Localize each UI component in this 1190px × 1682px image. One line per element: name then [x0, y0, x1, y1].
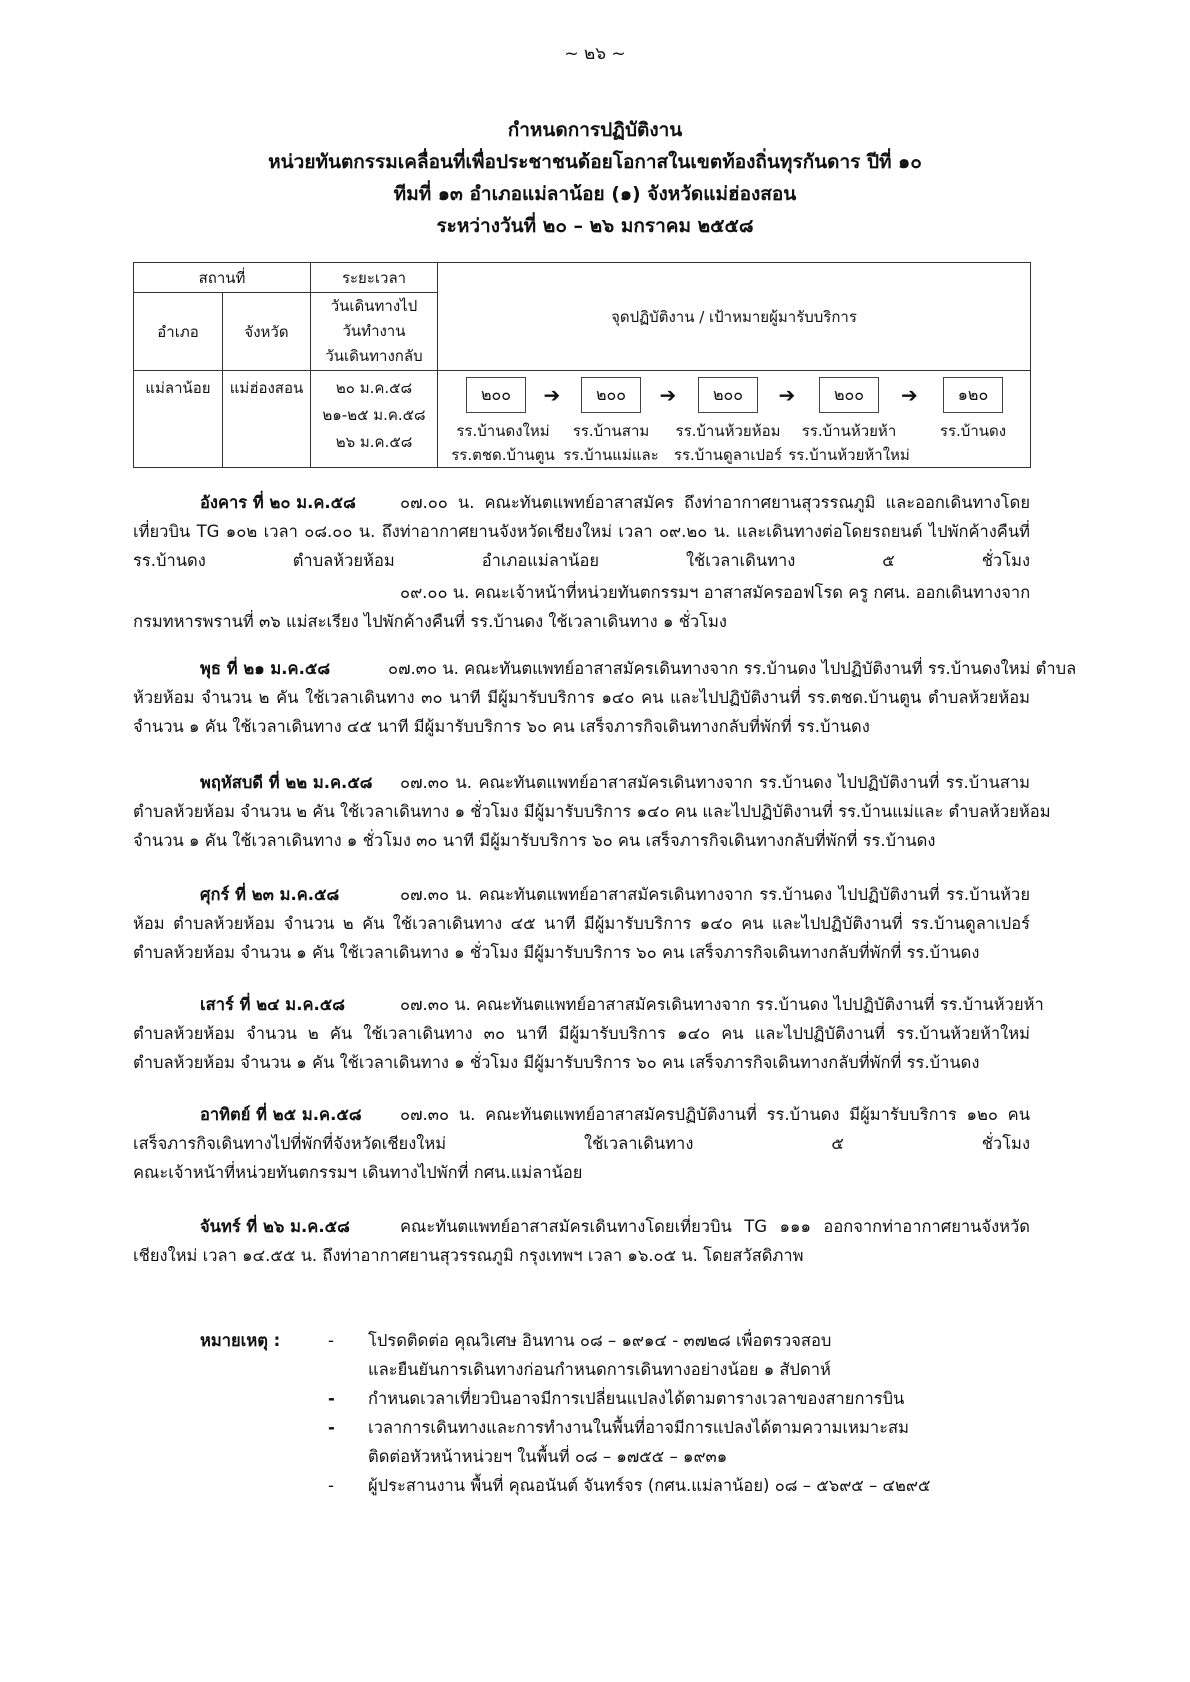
note-line: กำหนดเวลาเที่ยวบินอาจมีการเปลี่ยนแปลงได้ตามตารางเวลาของสายการบิน — [368, 1389, 905, 1408]
school-name: รร.บ้านห้วยห้าใหม่ — [788, 446, 910, 464]
schedule-text: ๐๗.๓๐ น. คณะทันตแพทย์อาสาสมัครปฏิบัติงานที่ รร.บ้านดง มีผู้มารับบริการ ๑๒๐ คน — [400, 1105, 1030, 1124]
header-points: จุดปฏิบัติงาน / เป้าหมายผู้มารับบริการ — [438, 263, 1031, 371]
schedule-line: ห้อม ตำบลห้วยห้อม จำนวน ๒ คัน ใช้เวลาเดินทาง ๔๕ นาที มีผู้มารับบริการ ๑๔๐ คน และไปปฏิบัติงานที่ รร.บ้านดูลาเปอร์ — [133, 914, 1030, 933]
note-line: เวลาการเดินทางและการทำงานในพื้นที่อาจมีการแปลงได้ตามความเหมาะสม — [368, 1418, 909, 1437]
arrow-right-icon: ➔ — [659, 383, 677, 407]
day-label: ศุกร์ ที่ ๒๓ ม.ค.๕๘ — [200, 885, 340, 904]
day-schedule — [133, 654, 1077, 741]
note-dash: - — [328, 1418, 335, 1437]
header-dates — [311, 293, 438, 371]
day-schedule — [133, 488, 1030, 636]
day-label: พฤหัสบดี ที่ ๒๒ ม.ค.๕๘ — [200, 773, 373, 792]
day-schedule — [133, 990, 1044, 1077]
schedule-line: เที่ยวบิน TG ๑๐๒ เวลา ๐๘.๐๐ น. ถึงท่าอากาศยานจังหวัดเชียงใหม่ เวลา ๐๙.๒๐ น. และเดินทางต่อโดยรถยนต์ ไปพักค้างคืนที่ — [133, 522, 1030, 541]
note-line: ผู้ประสานงาน พื้นที่ คุณอนันต์ จันทร์จร (กศน.แม่ลาน้อย) ๐๘ – ๕๖๙๕ – ๔๒๙๕ — [368, 1476, 931, 1495]
school-name: รร.บ้านดง — [939, 422, 1007, 440]
title-line: หน่วยทันตกรรมเคลื่อนที่เพื่อประชาชนด้อยโอกาสในเขตท้องถิ่นทุรกันดาร ปีที่ ๑๐ — [268, 151, 922, 173]
note-item — [200, 1384, 930, 1413]
day-schedule — [133, 1100, 1030, 1187]
schedule-text: ๐๗.๓๐ น. คณะทันตแพทย์อาสาสมัครเดินทางจาก รร.บ้านดง ไปปฏิบัติงานที่ รร.บ้านดงใหม่ ตำบล — [388, 659, 1077, 678]
schedule-line: เชียงใหม่ เวลา ๑๔.๕๕ น. ถึงท่าอากาศยานสุวรรณภูมิ กรุงเทพฯ เวลา ๑๖.๐๕ น. โดยสวัสดิภาพ — [133, 1246, 804, 1265]
note-line: และยืนยันการเดินทางก่อนกำหนดการเดินทางอย่างน้อย ๑ สัปดาห์ — [368, 1360, 831, 1379]
header-date-return: วันเดินทางกลับ — [325, 347, 423, 365]
school-label — [908, 419, 1038, 443]
school-name: รร.บ้านดูลาเปอร์ — [673, 446, 783, 464]
target-count-box: ๒๐๐ — [466, 377, 526, 413]
header-date-go: วันเดินทางไป — [330, 297, 418, 315]
title-line: ระหว่างวันที่ ๒๐ – ๒๖ มกราคม ๒๕๕๘ — [436, 215, 754, 237]
date-work: ๒๑-๒๕ ม.ค.๕๘ — [322, 406, 426, 424]
schedule-line: กรมทหารพรานที่ ๓๖ แม่สะเรียง ไปพักค้างคืนที่ รร.บ้านดง ใช้เวลาเดินทาง ๑ ชั่วโมง — [133, 612, 727, 631]
schedule-text: ๐๗.๓๐ น. คณะทันตแพทย์อาสาสมัครเดินทางจาก รร.บ้านดง ไปปฏิบัติงานที่ รร.บ้านสาม — [400, 773, 1030, 792]
header-province: จังหวัด — [223, 293, 311, 371]
school-label — [784, 419, 914, 467]
day-label: จันทร์ ที่ ๒๖ ม.ค.๕๘ — [200, 1217, 350, 1236]
day-schedule — [133, 1212, 1030, 1270]
notes-label: หมายเหตุ : — [200, 1331, 281, 1350]
district-cell: แม่ลาน้อย — [134, 371, 223, 468]
schedule-line: ตำบลห้วยห้อม จำนวน ๒ คัน ใช้เวลาเดินทาง ๑ ชั่วโมง มีผู้มารับบริการ ๑๔๐ คน และไปปฏิบัติงานที่ รร.บ้านแม่และ ตำบลห้วยห้อม — [133, 802, 1051, 821]
note-dash: - — [328, 1389, 335, 1408]
schedule-line: รร.บ้านดง ตำบลห้วยห้อม อำเภอแม่ลาน้อย ใช้เวลาเดินทาง ๕ ชั่วโมง — [133, 551, 1030, 570]
note-line: ติดต่อหัวหน้าหน่วยฯ ในพื้นที่ ๐๘ – ๑๗๕๕ – ๑๙๓๑ — [368, 1447, 728, 1466]
arrow-right-icon: ➔ — [901, 383, 918, 407]
note-line: โปรดติดต่อ คุณวิเศษ อินทาน ๐๘ – ๑๙๑๔ - ๓๗๒๘ เพื่อตรวจสอบ — [368, 1331, 832, 1350]
school-label — [663, 419, 793, 467]
note-item — [200, 1471, 930, 1500]
schedule-text: ๐๗.๓๐ น. คณะทันตแพทย์อาสาสมัครเดินทางจาก รร.บ้านดง ไปปฏิบัติงานที่ รร.บ้านห้วย — [400, 885, 1030, 904]
date-go: ๒๐ ม.ค.๕๘ — [335, 379, 413, 397]
school-name: รร.บ้านแม่และ — [563, 446, 659, 464]
school-name: รร.บ้านห้วยห้อม — [675, 422, 781, 440]
school-name: รร.ตชด.บ้านตูน — [451, 446, 555, 464]
schedule-line: ตำบลห้วยห้อม จำนวน ๑ คัน ใช้เวลาเดินทาง ๑ ชั่วโมง มีผู้มารับบริการ ๖๐ คน เสร็จภารกิจเดินทางกลับที่พักที่ รร.บ้านดง — [133, 1053, 980, 1072]
header-place: สถานที่ — [134, 263, 311, 293]
target-count-box: ๒๐๐ — [698, 377, 758, 413]
schedule-text: ๐๗.๓๐ น. คณะทันตแพทย์อาสาสมัครเดินทางจาก รร.บ้านดง ไปปฏิบัติงานที่ รร.บ้านห้วยห้า — [400, 995, 1044, 1014]
note-dash: - — [328, 1331, 334, 1350]
note-item — [200, 1326, 930, 1384]
arrow-right-icon: ➔ — [778, 383, 796, 407]
schedule-text: ๐๗.๐๐ น. คณะทันตแพทย์อาสาสมัคร ถึงท่าอากาศยานสุวรรณภูมิ และออกเดินทางโดย — [400, 493, 1030, 512]
header-district: อำเภอ — [134, 293, 223, 371]
schedule-line: จำนวน ๑ คัน ใช้เวลาเดินทาง ๔๕ นาที มีผู้มารับบริการ ๖๐ คน เสร็จภารกิจเดินทางกลับที่พักที่ รร.บ้านดง — [133, 717, 870, 736]
school-name: รร.บ้านสาม — [572, 422, 650, 440]
province-cell: แม่ฮ่องสอน — [223, 371, 311, 468]
day-schedule — [133, 768, 1051, 855]
header-date-work: วันทำงาน — [342, 322, 406, 340]
day-label: เสาร์ ที่ ๒๔ ม.ค.๕๘ — [200, 995, 345, 1014]
school-name: รร.บ้านห้วยห้า — [801, 422, 897, 440]
target-count-box: ๑๒๐ — [943, 377, 1003, 413]
day-label: พุธ ที่ ๒๑ ม.ค.๕๘ — [200, 659, 331, 678]
date-return: ๒๖ ม.ค.๕๘ — [335, 433, 413, 451]
document-title — [0, 114, 1190, 242]
schedule-subline: ๐๙.๐๐ น. คณะเจ้าหน้าที่หน่วยทันตกรรมฯ อาสาสมัครออฟโรด ครู กศน. ออกเดินทางจาก — [400, 583, 1031, 602]
schedule-table — [133, 262, 1031, 468]
service-flow — [438, 371, 1030, 467]
flow-cell — [438, 371, 1031, 468]
day-label: อาทิตย์ ที่ ๒๕ ม.ค.๕๘ — [200, 1105, 362, 1124]
page-number: ~ ๒๖ ~ — [564, 44, 626, 64]
note-item — [200, 1413, 930, 1471]
notes-section — [200, 1326, 930, 1500]
header-period: ระยะเวลา — [311, 263, 438, 293]
day-label: อังคาร ที่ ๒๐ ม.ค.๕๘ — [200, 493, 356, 512]
target-count-box: ๒๐๐ — [819, 377, 879, 413]
schedule-line: ห้วยห้อม จำนวน ๒ คัน ใช้เวลาเดินทาง ๓๐ นาที มีผู้มารับบริการ ๑๔๐ คน และไปปฏิบัติงานที่ รร.ตชด.บ้านตูน ตำบลห้วยห้อม — [133, 688, 1030, 707]
schedule-line: ตำบลห้วยห้อม จำนวน ๒ คัน ใช้เวลาเดินทาง ๓๐ นาที มีผู้มารับบริการ ๑๔๐ คน และไปปฏิบัติงานที่ รร.บ้านห้วยห้าใหม่ — [133, 1024, 1030, 1043]
schedule-line: เสร็จภารกิจเดินทางไปที่พักที่จังหวัดเชียงใหม่ ใช้เวลาเดินทาง ๕ ชั่วโมง — [133, 1134, 1030, 1153]
arrow-right-icon: ➔ — [543, 383, 561, 407]
school-name: รร.บ้านดงใหม่ — [456, 422, 550, 440]
schedule-text: คณะทันตแพทย์อาสาสมัครเดินทางโดยเที่ยวบิน TG ๑๑๑ ออกจากท่าอากาศยานจังหวัด — [400, 1217, 1030, 1236]
schedule-line: จำนวน ๑ คัน ใช้เวลาเดินทาง ๑ ชั่วโมง ๓๐ นาที มีผู้มารับบริการ ๖๐ คน เสร็จภารกิจเดินทางกลับที่พักที่ รร.บ้านดง — [133, 831, 936, 850]
day-schedule — [133, 880, 1030, 967]
school-label — [546, 419, 676, 467]
title-line: กำหนดการปฏิบัติงาน — [507, 119, 683, 141]
target-count-box: ๒๐๐ — [581, 377, 641, 413]
schedule-line: ตำบลห้วยห้อม จำนวน ๑ คัน ใช้เวลาเดินทาง ๑ ชั่วโมง มีผู้มารับบริการ ๖๐ คน เสร็จภารกิจเดินทางกลับที่พักที่ รร.บ้านดง — [133, 943, 980, 962]
dates-cell — [311, 371, 438, 468]
note-dash: - — [328, 1476, 334, 1495]
title-line: ทีมที่ ๑๓ อำเภอแม่ลาน้อย (๑) จังหวัดแม่ฮ่องสอน — [393, 183, 797, 205]
schedule-line: คณะเจ้าหน้าที่หน่วยทันตกรรมฯ เดินทางไปพักที่ กศน.แม่ลาน้อย — [133, 1163, 583, 1182]
